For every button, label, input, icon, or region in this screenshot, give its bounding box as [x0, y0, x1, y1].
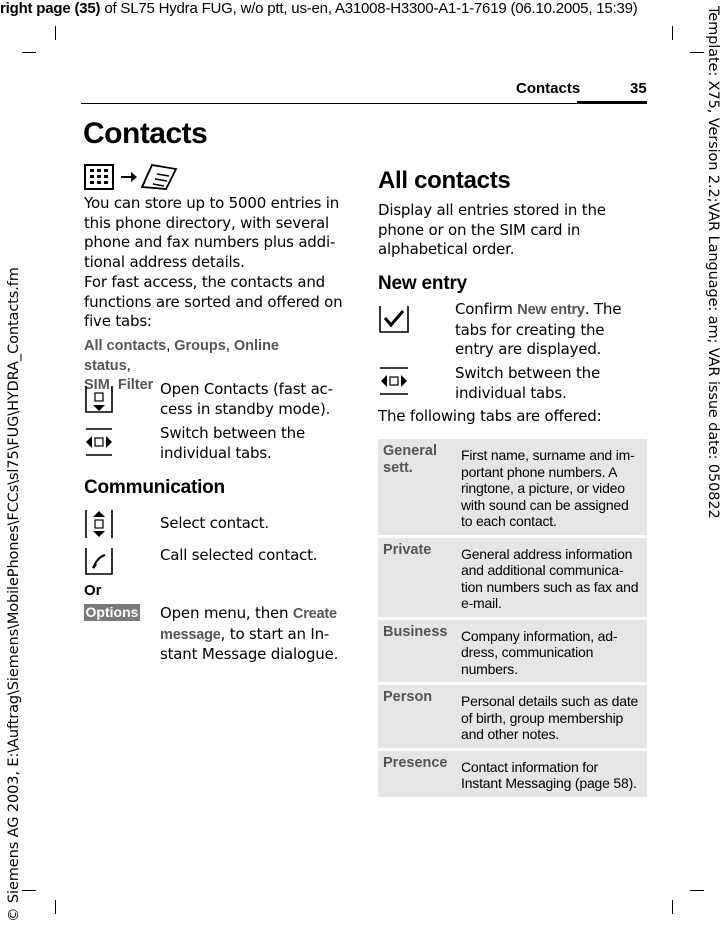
print-info-page: right page (35) — [0, 0, 101, 17]
nav-key-left-right-icon — [378, 366, 410, 396]
switch-tabs-text: Switch between the individual tabs. — [160, 424, 306, 462]
table-row — [378, 751, 647, 797]
nav-key-up-down-icon — [84, 508, 114, 540]
all-contacts-heading: All contacts — [378, 167, 511, 194]
tab-name-cell: General sett. — [378, 439, 456, 535]
tab-name: All contacts — [84, 338, 167, 354]
crop-mark — [690, 52, 704, 53]
table-row — [378, 439, 647, 535]
confirm-new-entry-text: Confirm New entry. The tabs for creating the entry are displayed. — [455, 300, 622, 358]
new-entry-ui: New entry — [517, 302, 585, 318]
nav-key-left-right-icon — [84, 427, 114, 457]
tab-list: All contacts, Groups, Online status, SIM, Filter — [84, 338, 279, 393]
tab-name: Groups — [174, 338, 226, 354]
arrow-right-icon — [120, 170, 138, 184]
crop-mark — [55, 900, 56, 914]
crop-mark — [22, 890, 36, 891]
copyright-margin-text: © Siemens AG 2003, E:\Auftrag\Siemens\MobilePhones\FCCs\sl75\FUG\HYDRA_Contacts.fm — [6, 267, 22, 922]
tab-name: Online status — [84, 338, 279, 374]
table-row — [378, 685, 647, 748]
tabs-table — [378, 436, 647, 800]
fast-access-paragraph: For fast access, the contacts and functions are sorted and offered on five tabs: — [84, 273, 343, 330]
all-contacts-paragraph: Display all entries stored in the phone or on the SIM card in alphabetical order. — [378, 201, 606, 258]
tab-description-cell: Personal details such as date of birth, group membership and other notes. — [456, 685, 647, 748]
header-tab-bar — [577, 101, 647, 104]
create-message-ui: Create message — [160, 606, 337, 643]
chapter-title: Contacts — [83, 117, 208, 150]
crop-mark — [55, 26, 56, 40]
select-contact-text: Select contact. — [160, 514, 269, 532]
tab-description-cell: First name, surname and im-portant phone numbers. A ringtone, a picture, or video with sound can be assigned to each contact. — [456, 439, 647, 535]
following-tabs-text: The following tabs are offered: — [378, 407, 602, 425]
crop-mark — [672, 26, 673, 40]
intro-paragraph: You can store up to 5000 entries in this phone directory, with several phone and fax numbers plus addi-tional address details. — [84, 194, 340, 271]
menu-grid-icon — [84, 164, 114, 190]
tab-name-cell: Private — [378, 538, 456, 617]
call-contact-text: Call selected contact. — [160, 546, 318, 564]
tab-name: Filter — [117, 377, 154, 393]
tab-name-cell: Presence — [378, 751, 456, 797]
nav-key-down-icon — [84, 384, 114, 414]
communication-heading: Communication — [84, 477, 225, 498]
call-key-icon — [84, 546, 114, 576]
table-row — [378, 538, 647, 617]
switch-tabs-text-right: Switch between the individual tabs. — [455, 364, 601, 402]
open-contacts-text: Open Contacts (fast ac-cess in standby mode). — [160, 380, 333, 418]
template-margin-text: Template: X75, Version 2.2;VAR Language: am; VAR issue date: 050822 — [705, 6, 721, 519]
crop-mark — [672, 900, 673, 914]
tab-description-cell: Contact information for Instant Messaging (page 58). — [456, 751, 647, 797]
page-number: 35 — [630, 80, 647, 97]
tab-name-cell: Business — [378, 620, 456, 683]
options-text: Open menu, then Create message, to start an In-stant Message dialogue. — [160, 604, 339, 663]
tab-name-cell: Person — [378, 685, 456, 748]
new-entry-heading: New entry — [378, 273, 468, 294]
crop-mark — [22, 52, 36, 53]
confirm-check-icon — [378, 304, 410, 334]
print-info-rest: of SL75 Hydra FUG, w/o ptt, us-en, A31008-H3300-A1-1-7619 (06.10.2005, 15:39) — [100, 0, 638, 17]
options-softkey: Options — [85, 604, 139, 620]
tab-description-cell: General address information and additional communica-tion numbers such as fax and e-mail. — [456, 538, 647, 617]
header-rule — [81, 103, 647, 104]
contacts-book-icon — [140, 161, 178, 191]
running-header-title: Contacts — [516, 80, 581, 97]
table-row — [378, 620, 647, 683]
crop-mark — [690, 890, 704, 891]
print-info-line — [0, 0, 726, 17]
tab-name: SIM — [84, 377, 110, 393]
tab-description-cell: Company information, ad-dress, communication numbers. — [456, 620, 647, 683]
or-label: Or — [84, 582, 102, 599]
